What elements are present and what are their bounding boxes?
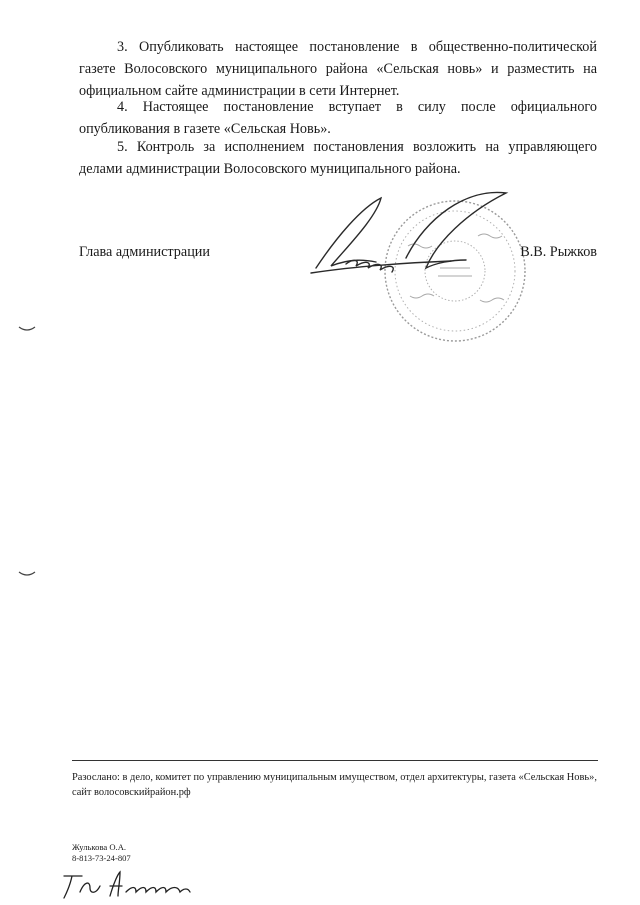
signatory-title: Глава администрации: [79, 244, 210, 260]
signature-image: [306, 188, 516, 288]
distribution-note: Разослано: в дело, комитет по управлению муниципальным имуществом, отдел архитектуры, газета «Сельская Новь», сайт волосовскийрайон.рф: [72, 772, 597, 798]
executor-name: Жулькова О.А.: [72, 842, 127, 852]
handwritten-initials: [60, 862, 220, 902]
paragraph-3: 3. Опубликовать настоящее постановление в общественно-политической газете Волосовского муниципального района «Сельская новь» и разместить на официальном сайте администрации в сети Интернет.: [79, 39, 597, 99]
punch-mark: [18, 570, 36, 578]
signatory-name: В.В. Рыжков: [520, 244, 597, 260]
signature-row: [79, 244, 597, 266]
paragraph-4: 4. Настоящее постановление вступает в силу после официального опубликования в газете «Сельская Новь».: [79, 99, 597, 137]
paragraph-5: 5. Контроль за исполнением постановления возложить на управляющего делами администрации Волосовского муниципального района.: [79, 139, 597, 177]
executor-info: [72, 842, 131, 864]
punch-mark: [18, 325, 36, 333]
executor-phone: 8-813-73-24-807: [72, 853, 131, 863]
footer-divider: [72, 760, 598, 761]
